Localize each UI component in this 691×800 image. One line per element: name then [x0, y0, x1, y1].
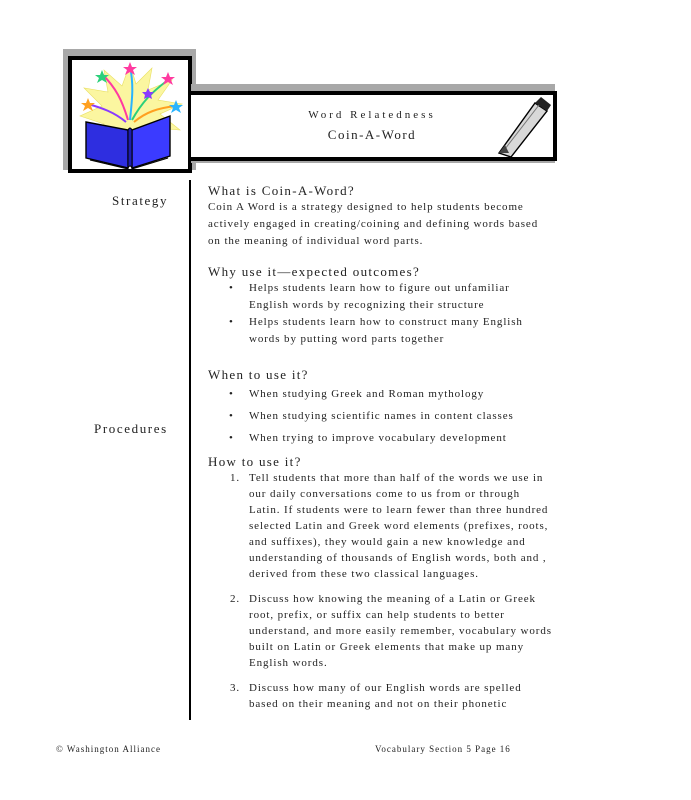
footer-copyright: © Washington Alliance: [56, 744, 161, 754]
what-text: Coin A Word is a strategy designed to help students become actively engaged in creating/coining and defining words based on the meaning of individual word parts.: [208, 201, 539, 247]
page-title: Word Relatedness: [308, 109, 436, 121]
list-item: • When studying Greek and Roman mythology: [208, 386, 553, 403]
item-text: Tell students that more than half of the words we use in our daily conversations come to us from or through Latin. If students were to learn fewer than three hundred selected Latin and Greek word elements (prefixes, roots, and suffixes), they would gain a new knowledge and understanding of thousands of English words, both and , derived from these two classical languages.: [249, 472, 549, 580]
item-text: Discuss how knowing the meaning of a Latin or Greek root, prefix, or suffix can help students to better understand, and more easily remember, vocabulary words built on Latin or Greek elements that make up many English words.: [249, 593, 552, 669]
list-item: • Helps students learn how to figure out unfamiliar English words by recognizing their structure: [208, 280, 553, 314]
icon-box: [68, 56, 192, 173]
what-heading: What is Coin-A-Word?: [208, 183, 355, 198]
how-heading: How to use it?: [208, 454, 302, 469]
item-number: 1.: [230, 472, 241, 484]
procedures-label: Procedures: [94, 421, 168, 436]
content-column: [208, 182, 553, 712]
list-item: [208, 591, 553, 671]
column-divider: [189, 180, 191, 720]
list-item: [208, 680, 553, 712]
when-heading: When to use it?: [208, 367, 309, 382]
why-list: [208, 280, 553, 348]
item-number: 2.: [230, 593, 241, 605]
strategy-label: Strategy: [112, 193, 169, 208]
why-heading: Why use it—expected outcomes?: [208, 264, 421, 279]
list-item: • When trying to improve vocabulary development: [208, 430, 553, 447]
item-text: Discuss how many of our English words are spelled based on their meaning and not on their phonetic: [249, 682, 522, 710]
page-subtitle: Coin-A-Word: [327, 127, 417, 142]
title-box: [191, 91, 557, 161]
footer-page-info: Vocabulary Section 5 Page 16: [375, 744, 511, 754]
item-number: 3.: [230, 682, 241, 694]
list-item: • Helps students learn how to construct many English words by putting word parts together: [208, 314, 553, 348]
when-list: [208, 386, 553, 447]
list-item: [208, 470, 553, 582]
open-book-with-stars-icon: [72, 60, 188, 169]
list-item: • When studying scientific names in content classes: [208, 408, 553, 425]
pen-nib-icon: [495, 97, 551, 157]
how-list: [208, 470, 553, 712]
